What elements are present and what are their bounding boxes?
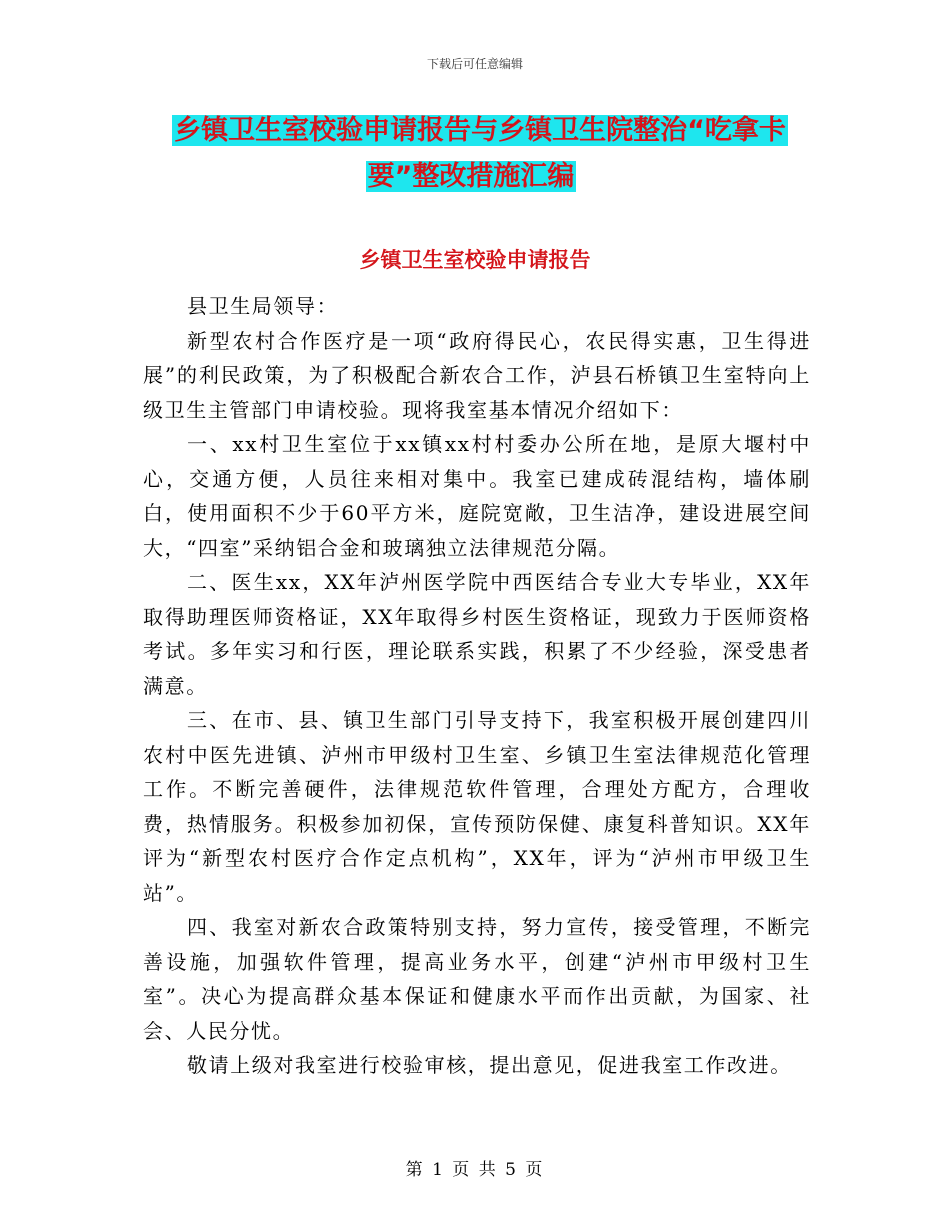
header-note: 下载后可任意编辑 xyxy=(426,57,523,71)
body-paragraph: 四、我室对新农合政策特别支持，努力宣传，接受管理，不断完善设施，加强软件管理，提高业务水平，创建“泸州市甲级村卫生室”。决心为提高群众基本保证和健康水平而作出贡献，为国家、社会、人民分忧。 xyxy=(143,915,811,1043)
page-footer: 第 1 页 共 5 页 xyxy=(405,1160,545,1180)
body-paragraph: 二、医生xx，XX年泸州医学院中西医结合专业大专毕业，XX年取得助理医师资格证，XX年取得乡村医生资格证，现致力于医师资格考试。多年实习和行医，理论联系实践，积累了不少经验，深受患者满意。 xyxy=(143,570,811,698)
document-title-line2: 要”整改措施汇编 xyxy=(367,161,575,192)
document-body xyxy=(143,289,811,1083)
salutation: 县卫生局领导： xyxy=(187,294,339,318)
closing-paragraph: 敬请上级对我室进行校验审核，提出意见，促进我室工作改进。 xyxy=(187,1053,792,1077)
section-title: 乡镇卫生室校验申请报告 xyxy=(359,248,591,272)
document-title xyxy=(150,108,810,200)
body-paragraph: 三、在市、县、镇卫生部门引导支持下，我室积极开展创建四川农村中医先进镇、泸州市甲级村卫生室、乡镇卫生室法律规范化管理工作。不断完善硬件，法律规范软件管理，合理处方配方，合理收费，热情服务。积极参加初保，宣传预防保健、康复科普知识。XX年评为“新型农村医疗合作定点机构”，XX年，评为“泸州市甲级卫生站”。 xyxy=(143,708,811,905)
body-paragraph: 一、xx村卫生室位于xx镇xx村村委办公所在地，是原大堰村中心，交通方便，人员往来相对集中。我室已建成砖混结构，墙体刷白，使用面积不少于60平方米，庭院宽敞，卫生洁净，建设进展空间大，“四室”采纳铝合金和玻璃独立法律规范分隔。 xyxy=(143,432,811,560)
document-title-line1: 乡镇卫生室校验申请报告与乡镇卫生院整治“吃拿卡 xyxy=(174,115,786,146)
body-paragraph: 新型农村合作医疗是一项“政府得民心，农民得实惠，卫生得进展”的利民政策，为了积极配合新农合工作，泸县石桥镇卫生室特向上级卫生主管部门申请校验。现将我室基本情况介绍如下： xyxy=(143,328,811,422)
